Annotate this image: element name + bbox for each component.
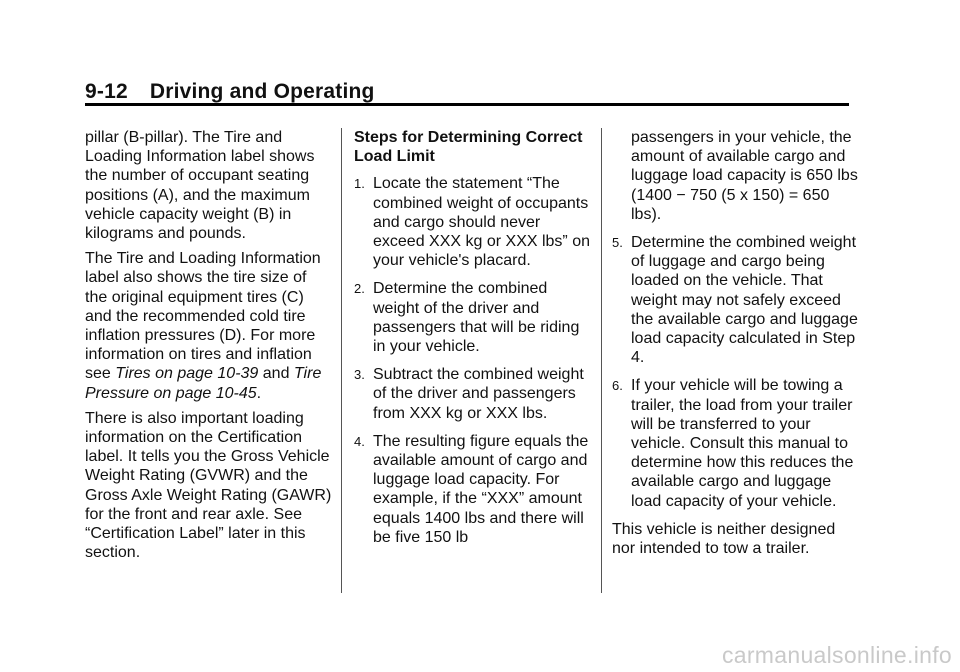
- step-item: [612, 233, 858, 367]
- xref-tires[interactable]: Tires on page 10-39: [115, 365, 259, 383]
- step-text: The resulting figure equals the available amount of cargo and luggage load capacity. For example, if the “XXX” amount equals 1400 lbs and there will be five 150 lb: [373, 432, 589, 546]
- xref-tire-pressure[interactable]: Tire Pressure on page 10-45: [85, 365, 322, 402]
- step-item: [354, 279, 590, 356]
- step-number: 2.: [354, 281, 365, 297]
- text-column-3: [612, 128, 858, 564]
- step-text: Determine the combined weight of luggage and cargo being loaded on the vehicle. That weight may not safely exceed the available cargo and luggage load capacity calculated in Step 4.: [631, 234, 858, 367]
- paragraph-period: .: [256, 384, 262, 402]
- step-number: 3.: [354, 367, 365, 383]
- step-text: Determine the combined weight of the driver and passengers that will be riding in your vehicle.: [373, 280, 580, 356]
- step-item: [612, 376, 858, 510]
- step-text: Locate the statement “The combined weight of occupants and cargo should never exceed XXX kg or XXX lbs” on your vehicle's placard.: [373, 175, 590, 270]
- step-item: [354, 432, 590, 547]
- step-4-continuation: passengers in your vehicle, the amount of available cargo and luggage load capacity is 650 lbs (1400 − 750 (5 x 150) = 650 lbs).: [631, 129, 858, 223]
- paragraph-tire-label: [85, 249, 333, 403]
- column-divider-right: [601, 128, 602, 593]
- paragraph-and: and: [262, 365, 290, 383]
- step-number: 4.: [354, 433, 365, 449]
- paragraph-certification: There is also important loading information on the Certification label. It tells you the Gross Vehicle Weight Rating (GVWR) and the Gross Axle Weight Rating (GAWR) for the front and rear axle. See “Certification Label” later in this section.: [85, 409, 332, 562]
- paragraph-b-pillar: pillar (B-pillar). The Tire and Loading Information label shows the number of occupant seating positions (A), and the maximum vehicle capacity weight (B) in kilograms and pounds.: [85, 129, 315, 243]
- step-item: [354, 174, 590, 270]
- step-number: 1.: [354, 176, 365, 192]
- step-number: 5.: [612, 235, 623, 251]
- page-number: 9-12: [85, 80, 128, 103]
- step-item: [354, 365, 590, 423]
- header-rule: [85, 103, 849, 106]
- paragraph-towing-note: This vehicle is neither designed nor intended to tow a trailer.: [612, 520, 836, 558]
- text-column-2: [354, 128, 590, 556]
- watermark: carmanualsonline.info: [721, 642, 952, 668]
- text-column-1: [85, 128, 333, 568]
- column-divider-left: [341, 128, 342, 593]
- step-text: Subtract the combined weight of the driver and passengers from XXX kg or XXX lbs.: [373, 366, 584, 422]
- paragraph-tire-label-text: The Tire and Loading Information label also shows the tire size of the original equipment tires (C) and the recommended cold tire inflation pressures (D). For more information on tires and inflation see: [85, 250, 321, 383]
- steps-heading: Steps for Determining Correct Load Limit: [354, 129, 583, 166]
- page-header: [85, 80, 375, 104]
- step-text: If your vehicle will be towing a trailer, the load from your trailer will be transferred to your vehicle. Consult this manual to determine how this reduces the available cargo and luggage load capacity of your vehicle.: [631, 377, 854, 510]
- step-number: 6.: [612, 378, 623, 394]
- section-title: Driving and Operating: [149, 80, 375, 103]
